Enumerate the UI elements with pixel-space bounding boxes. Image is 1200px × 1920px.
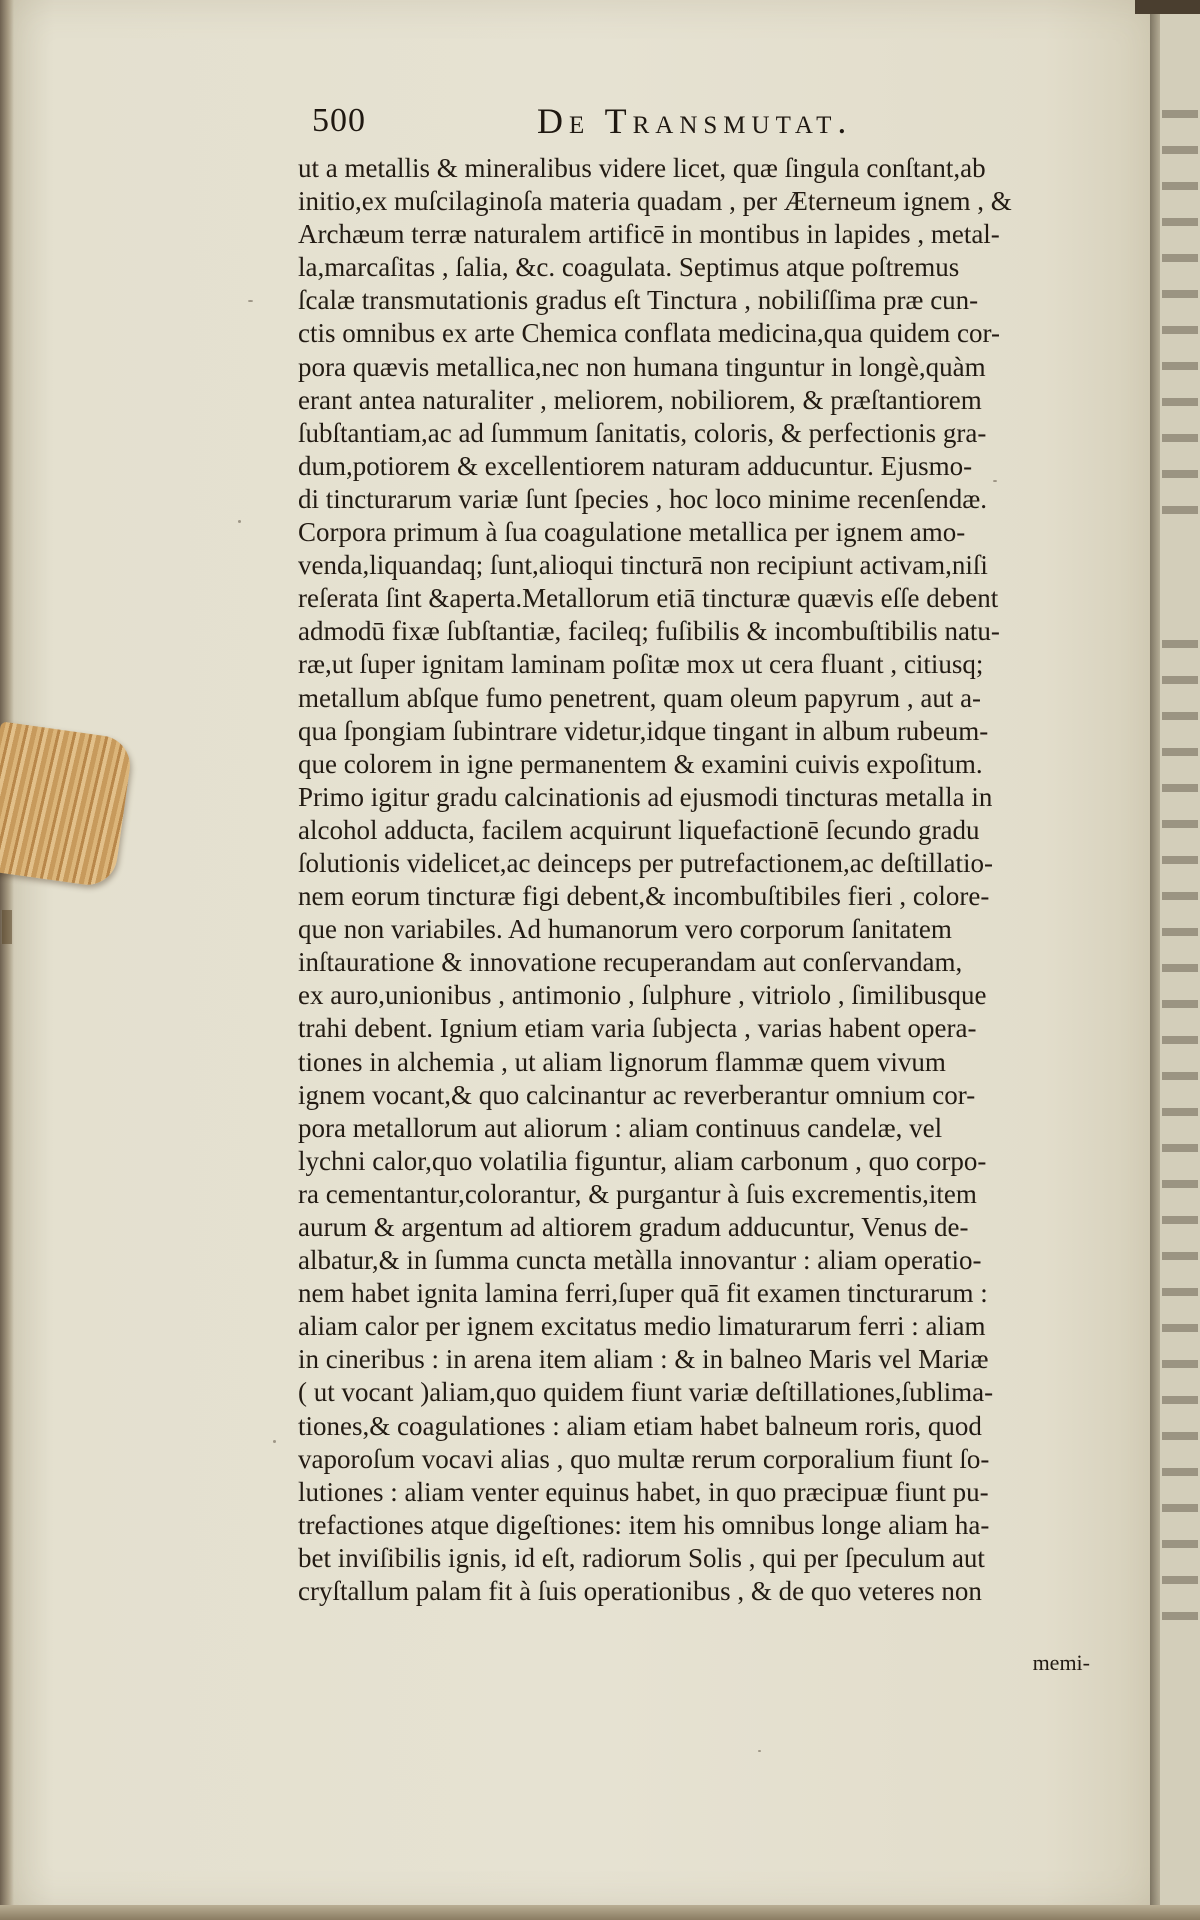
text-line: la,marcaſitas , ſalia, &c. coagulata. Septimus atque poſtremus (298, 252, 960, 283)
paper-speck (248, 300, 253, 302)
text-line: trefactiones atque digeſtiones: item his omnibus longe aliam ha- (298, 1509, 990, 1540)
text-line: initio,ex muſcilaginoſa materia quadam , per Æterneum ignem , & (298, 186, 1012, 217)
text-line: ſcalæ transmutationis gradus eſt Tinctura , nobiliſſima præ cun- (298, 285, 979, 316)
text-line: alcohol adducta, facilem acquirunt liquefactionē ſecundo gradu (298, 814, 980, 845)
paper-speck (238, 520, 241, 523)
text-line: nem habet ignita lamina ferri,ſuper quā fit examen tincturarum : (298, 1278, 988, 1309)
page-edge-mark (2, 910, 12, 944)
text-line: albatur,& in ſumma cuncta metàlla innovantur : aliam operatio- (298, 1245, 982, 1276)
text-line: ſubſtantiam,ac ad ſummum ſanitatis, coloris, & perfectionis gra- (298, 417, 987, 448)
text-line: vaporoſum vocavi alias , quo multæ rerum corporalium fiunt ſo- (298, 1443, 990, 1474)
text-line: pora quævis metallica,nec non humana tinguntur in longè,quàm (298, 351, 986, 382)
text-line: ctis omnibus ex arte Chemica conflata medicina,qua quidem cor- (298, 318, 1000, 349)
adjacent-page-edge (1160, 0, 1200, 1920)
text-line: ræ,ut ſuper ignitam laminam poſitæ mox ut cera fluant , citiusq; (298, 649, 984, 680)
body-text (298, 152, 1110, 1608)
text-line: aliam calor per ignem excitatus medio limaturarum ferri : aliam (298, 1311, 986, 1342)
text-line: dum,potiorem & excellentiorem naturam adducuntur. Ejusmo- (298, 450, 973, 481)
text-line: nem eorum tincturæ figi debent,& incombuſtibiles fieri , colore- (298, 881, 990, 912)
book-spine-shadow (0, 0, 14, 1920)
text-line: inſtauratione & innovatione recuperandam aut conſervandam, (298, 947, 963, 978)
text-line: ſolutionis videlicet,ac deinceps per putrefactionem,ac deſtillatio- (298, 847, 993, 878)
text-line: Primo igitur gradu calcinationis ad ejusmodi tincturas metalla in (298, 781, 993, 812)
text-line: di tincturarum variæ ſunt ſpecies , hoc loco minime recenſendæ. (298, 483, 988, 514)
text-line: Archæum terræ naturalem artificē in montibus in lapides , metal- (298, 219, 1000, 250)
text-line: ut a metallis & mineralibus videre licet, quæ ſingula conſtant,ab (298, 153, 986, 183)
paper-speck (758, 1750, 761, 1752)
bottom-page-edge (0, 1905, 1200, 1920)
bleed-through-text (1162, 640, 1198, 1620)
text-line: lutiones : aliam venter equinus habet, in quo præcipuæ fiunt pu- (298, 1476, 989, 1507)
text-line: bet inviſibilis ignis, id eſt, radiorum Solis , qui per ſpeculum aut (298, 1542, 985, 1573)
paper-speck (273, 1440, 276, 1443)
bleed-through-text (1162, 110, 1198, 540)
text-line: venda,liquandaq; ſunt,alioqui tincturā non recipiunt activam,niſi (298, 550, 988, 581)
wooden-bookmark (0, 721, 134, 888)
running-head (312, 100, 912, 140)
text-line: que non variabiles. Ad humanorum vero corporum ſanitatem (298, 914, 952, 945)
text-line: erant antea naturaliter , meliorem, nobiliorem, & præſtantiorem (298, 384, 982, 415)
text-line: in cineribus : in arena item aliam : & in balneo Maris vel Mariæ (298, 1344, 989, 1375)
text-line: pora metallorum aut aliorum : aliam continuus candelæ, vel (298, 1112, 943, 1143)
text-line: lychni calor,quo volatilia figuntur, aliam carbonum , quo corpo- (298, 1145, 987, 1176)
running-title: De Transmutat. (537, 101, 853, 141)
text-line: qua ſpongiam ſubintrare videtur,idque tingant in album rubeum- (298, 715, 989, 746)
text-line: reſerata ſint &aperta.Metallorum etiā tincturæ quævis eſſe debent (298, 583, 999, 614)
catchword: memi- (1032, 1650, 1090, 1675)
text-line: cryſtallum palam fit à ſuis operationibus , & de quo veteres non (298, 1576, 982, 1607)
text-line: admodū fixæ ſubſtantiæ, facileq; fuſibilis & incombuſtibilis natu- (298, 616, 1000, 647)
text-line: ex auro,unionibus , antimonio , ſulphure , vitriolo , ſimilibusque (298, 980, 987, 1011)
text-line: que colorem in igne permanentem & examini cuivis expoſitum. (298, 748, 983, 779)
page-corner-edge (1135, 0, 1200, 14)
text-line: ra cementantur,colorantur, & purgantur à ſuis excrementis,item (298, 1178, 977, 1209)
text-line: ignem vocant,& quo calcinantur ac reverberantur omnium cor- (298, 1079, 976, 1110)
text-line: metallum abſque fumo penetrent, quam oleum papyrum , aut a- (298, 682, 982, 713)
text-line: tiones in alchemia , ut aliam lignorum flammæ quem vivum (298, 1046, 946, 1077)
text-line: tiones,& coagulationes : aliam etiam habet balneum roris, quod (298, 1410, 982, 1441)
text-line: Corpora primum à ſua coagulatione metallica per ignem amo- (298, 517, 966, 548)
page-number: 500 (312, 102, 366, 139)
text-line: ( ut vocant )aliam,quo quidem fiunt variæ deſtillationes,ſublima- (298, 1377, 994, 1408)
text-line: trahi debent. Ignium etiam varia ſubjecta , varias habent opera- (298, 1013, 977, 1044)
text-line: aurum & argentum ad altiorem gradum adducuntur, Venus de- (298, 1212, 969, 1242)
